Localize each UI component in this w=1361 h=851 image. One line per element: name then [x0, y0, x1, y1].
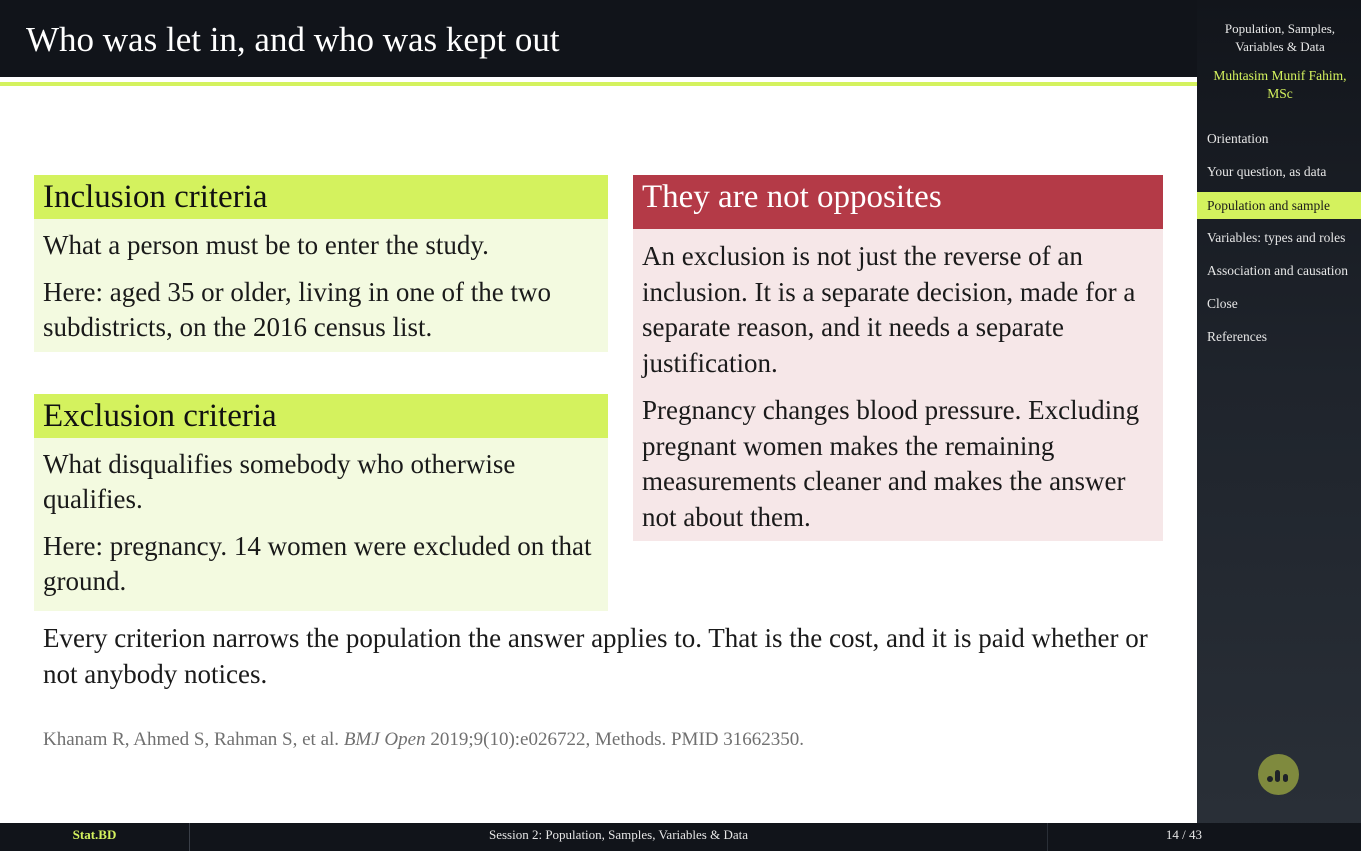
not-opposites-alert-box — [633, 175, 1163, 541]
sidebar-author: Muhtasim Munif Fahim, MSc — [1213, 68, 1347, 101]
footer-page-number: 14 / 43 — [1165, 827, 1202, 842]
exclusion-criteria-box — [34, 394, 608, 611]
not-opposites-heading: They are not opposites — [633, 175, 1163, 229]
reference-details: 2019;9(10):e026722, Methods. PMID 31662350. — [430, 729, 804, 750]
inclusion-criteria-body — [34, 219, 608, 352]
not-opposites-explanation: An exclusion is not just the reverse of an inclusion. It is a separate decision, made for a separate reason, and it needs a separate justification. — [642, 241, 1136, 378]
exclusion-example: Here: pregnancy. 14 women were excluded on that ground. — [43, 531, 592, 596]
sidebar-deck-title: Population, Samples, Variables & Data — [1224, 21, 1336, 54]
slide-title: Who was let in, and who was kept out — [26, 20, 560, 59]
exclusion-criteria-body — [34, 438, 608, 611]
reference-authors: Khanam R, Ahmed S, Rahman S, et al. — [43, 729, 340, 750]
sidebar-item-variables[interactable]: Variables: types and roles — [1207, 230, 1346, 245]
sidebar-item-references[interactable]: References — [1207, 329, 1267, 344]
sidebar-item-your-question[interactable]: Your question, as data — [1207, 164, 1327, 179]
exclusion-definition: What disqualifies somebody who otherwise qualifies. — [43, 449, 516, 514]
bar-chart-logo-icon[interactable] — [1258, 754, 1299, 795]
sidebar-item-close[interactable]: Close — [1207, 296, 1238, 311]
reference-citation — [43, 728, 1163, 752]
slide-header — [0, 0, 1197, 77]
inclusion-definition: What a person must be to enter the study. — [43, 230, 489, 260]
footer-session-title: Session 2: Population, Samples, Variables & Data — [190, 823, 1048, 851]
inclusion-criteria-heading: Inclusion criteria — [34, 175, 608, 219]
sidebar-item-population-and-sample[interactable]: Population and sample — [1197, 192, 1361, 219]
not-opposites-example: Pregnancy changes blood pressure. Excluding pregnant women makes the remaining measurements cleaner and makes the answer not about them. — [642, 395, 1140, 532]
not-opposites-body — [633, 229, 1163, 541]
inclusion-criteria-box — [34, 175, 608, 352]
sidebar-nav — [1197, 124, 1361, 355]
summary-text: Every criterion narrows the population the answer applies to. That is the cost, and it is paid whether or not anybody notices. — [43, 623, 1148, 689]
header-accent-line — [0, 82, 1197, 86]
inclusion-example: Here: aged 35 or older, living in one of the two subdistricts, on the 2016 census list. — [43, 277, 552, 342]
slide-footer — [0, 823, 1361, 851]
sidebar-item-orientation[interactable]: Orientation — [1207, 131, 1269, 146]
reference-journal: BMJ Open — [343, 729, 426, 750]
sidebar — [1197, 0, 1361, 851]
exclusion-criteria-heading: Exclusion criteria — [34, 394, 608, 438]
footer-brand: Stat.BD — [0, 823, 190, 851]
sidebar-item-association-causation[interactable]: Association and causation — [1207, 263, 1348, 278]
